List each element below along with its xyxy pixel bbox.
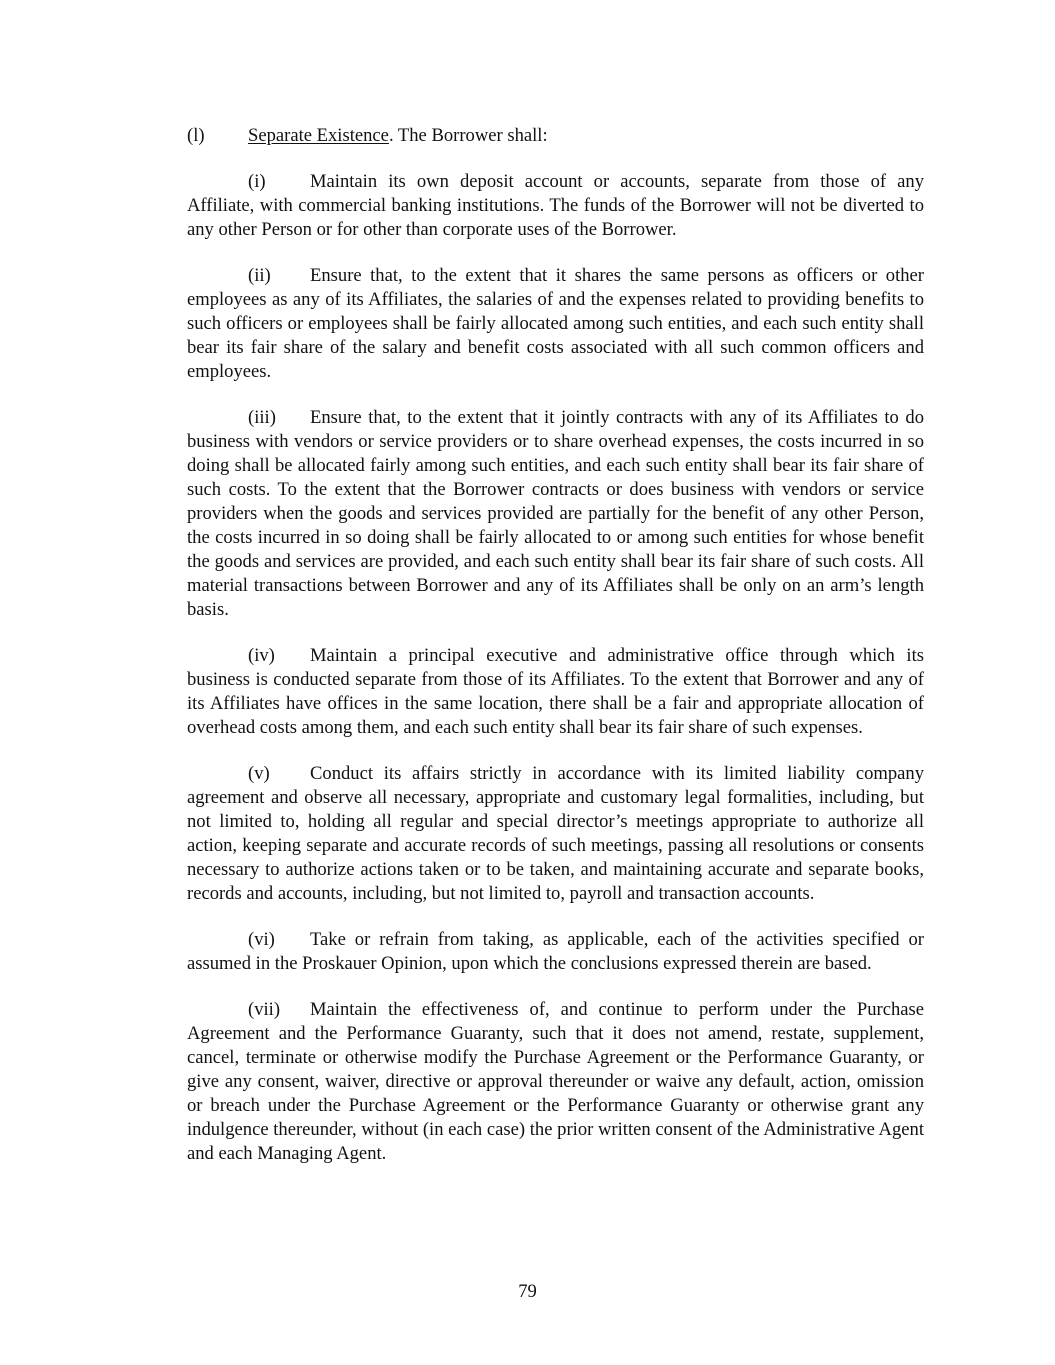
clause-text: Ensure that, to the extent that it shares the same persons as officers or other employees as any of its Affiliates, the salaries of and the expenses related to providing benefits to such officers or employees shall be fairly allocated among such entities, and each such entity shall bear its fair share of the salary and benefit costs associated with all such common officers and employees. — [187, 265, 924, 382]
clause-number: (ii) — [248, 265, 271, 286]
clause-number: (iii) — [248, 407, 276, 428]
clause-v — [187, 762, 924, 906]
clause-text: Maintain a principal executive and administrative office through which its business is conducted separate from those of its Affiliates. To the extent that Borrower and any of its Affiliates have offices in the same location, there shall be a fair and appropriate allocation of overhead costs among them, and each such entity shall bear its fair share of such expenses. — [187, 645, 924, 738]
clause-number: (vi) — [248, 929, 275, 950]
clause-iii — [187, 406, 924, 622]
clause-ii — [187, 264, 924, 384]
clause-text: Maintain its own deposit account or accounts, separate from those of any Affiliate, with commercial banking institutions. The funds of the Borrower will not be diverted to any other Person or for other than corporate uses of the Borrower. — [187, 171, 924, 240]
section-heading — [187, 124, 924, 148]
clause-text: Conduct its affairs strictly in accordance with its limited liability company agreement and observe all necessary, appropriate and customary legal formalities, including, but not limited to, holding all regular and special director’s meetings appropriate to authorize all action, keeping separate and accurate records of such meetings, passing all resolutions or consents necessary to authorize actions taken or to be taken, and maintaining accurate and separate books, records and accounts, including, but not limited to, payroll and transaction accounts. — [187, 763, 924, 904]
section-number: (l) — [187, 125, 205, 146]
document-body — [187, 124, 924, 1188]
clause-i — [187, 170, 924, 242]
clause-number: (iv) — [248, 645, 275, 666]
section-heading-text: . The Borrower shall: — [388, 125, 548, 146]
section-title: Separate Existence — [248, 125, 389, 146]
clause-text: Take or refrain from taking, as applicable, each of the activities specified or assumed in the Proskauer Opinion, upon which the conclusions expressed therein are based. — [187, 929, 924, 974]
page-number: 79 — [518, 1281, 537, 1302]
clause-vi — [187, 928, 924, 976]
clause-text: Ensure that, to the extent that it jointly contracts with any of its Affiliates to do business with vendors or service providers or to share overhead expenses, the costs incurred in so doing shall be allocated fairly among such entities, and each such entity shall bear its fair share of such costs. To the extent that the Borrower contracts or does business with vendors or service providers when the goods and services provided are partially for the benefit of any other Person, the costs incurred in so doing shall be fairly allocated to or among such entities for whose benefit the goods and services are provided, and each such entity shall bear its fair share of such costs. All material transactions between Borrower and any of its Affiliates shall be only on an arm’s length basis. — [187, 407, 924, 620]
clause-number: (vii) — [248, 999, 281, 1020]
clause-number: (v) — [248, 763, 270, 784]
clause-vii — [187, 998, 924, 1166]
clause-text: Maintain the effectiveness of, and continue to perform under the Purchase Agreement and the Performance Guaranty, such that it does not amend, restate, supplement, cancel, terminate or otherwise modify the Purchase Agreement or the Performance Guaranty, or give any consent, waiver, directive or approval thereunder or waive any default, action, omission or breach under the Purchase Agreement or the Performance Guaranty or otherwise grant any indulgence thereunder, without (in each case) the prior written consent of the Administrative Agent and each Managing Agent. — [187, 999, 924, 1164]
clause-iv — [187, 644, 924, 740]
clause-number: (i) — [248, 171, 266, 192]
